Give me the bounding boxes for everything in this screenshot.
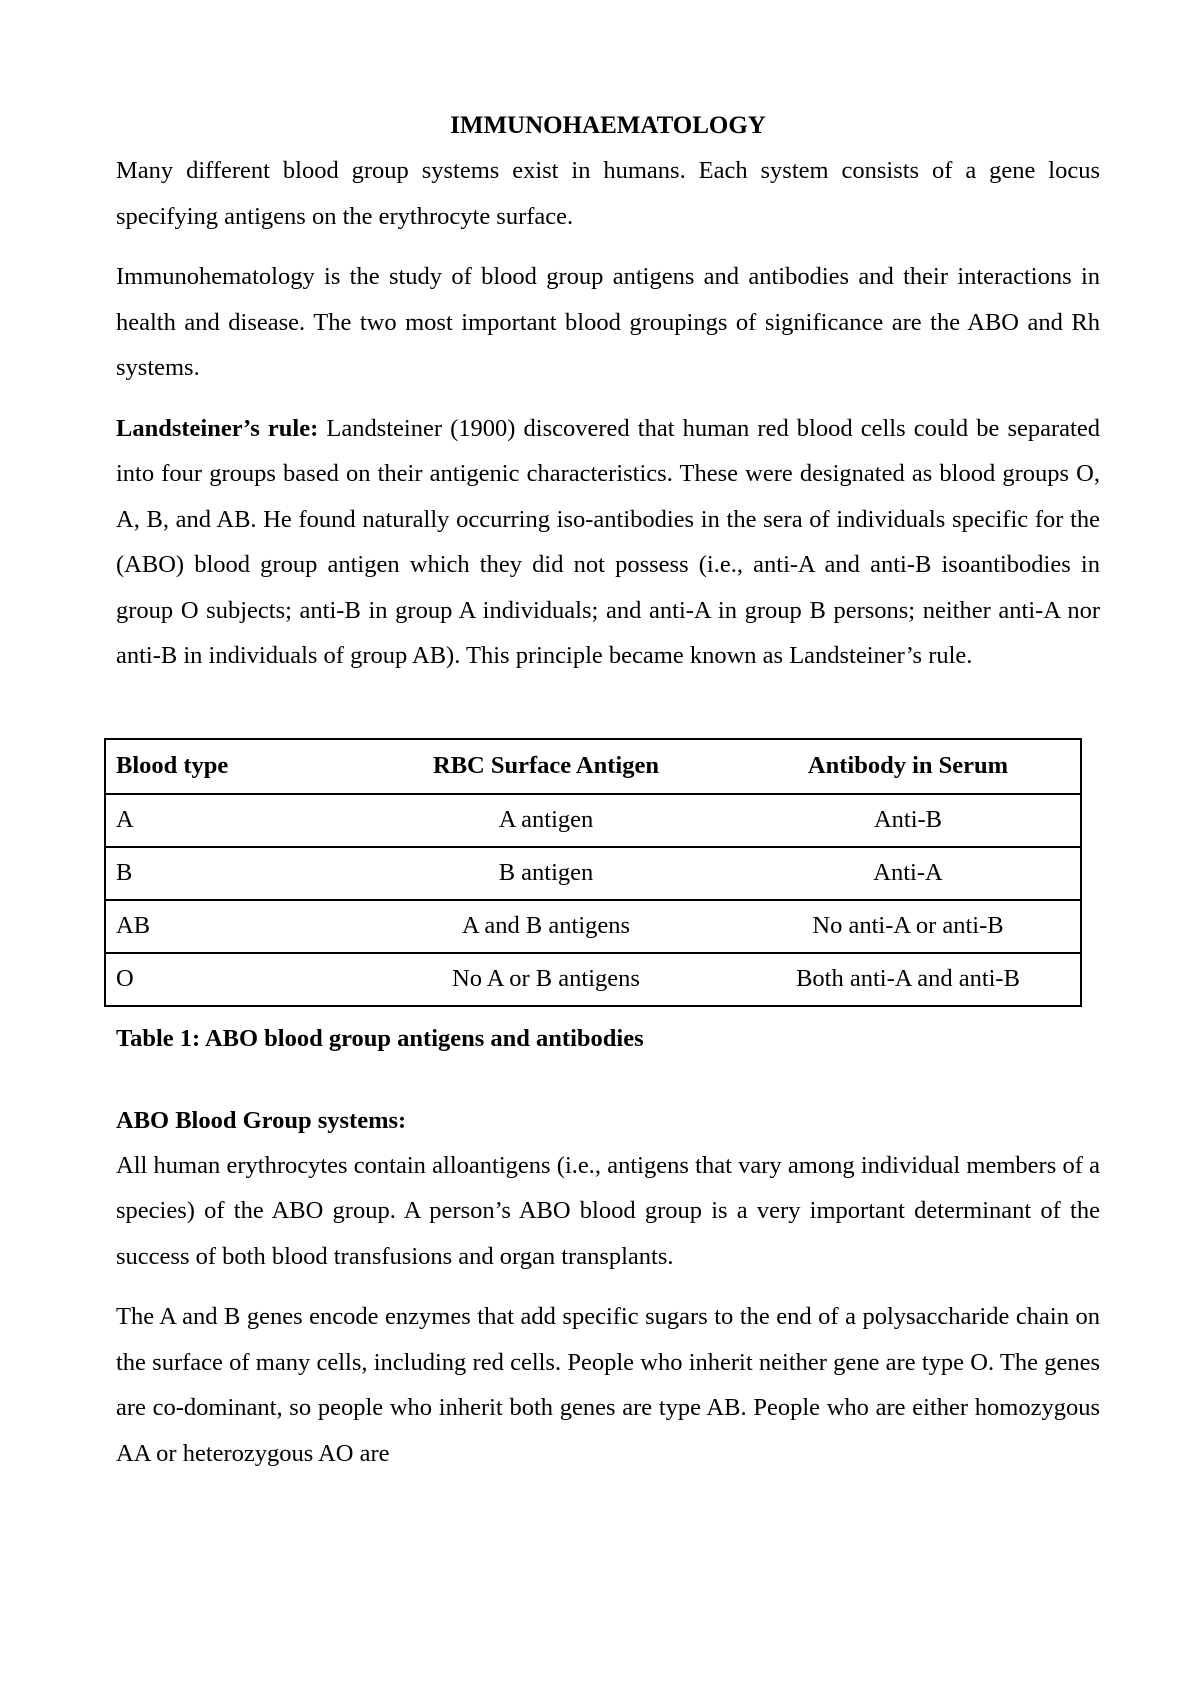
- header-blood-type: Blood type: [105, 739, 356, 794]
- cell-blood-type: A: [105, 794, 356, 847]
- abo-paragraph-2: The A and B genes encode enzymes that add specific sugars to the end of a polysaccharide chain on the surface of many cells, including red cells. People who inherit neither gene are type O. The genes are co-dominant, so people who inherit both genes are type AB. People who are either homozygous AA or heterozygous AO are: [116, 1303, 1100, 1467]
- cell-antigen: B antigen: [356, 847, 736, 900]
- table-row: [105, 847, 1081, 900]
- definition-paragraph: Immunohematology is the study of blood group antigens and antibodies and their interactions in health and disease. The two most important blood groupings of significance are the ABO and Rh systems.: [116, 263, 1100, 381]
- table-row: [105, 794, 1081, 847]
- cell-blood-type: O: [105, 953, 356, 1006]
- table-row: [105, 900, 1081, 953]
- abo-paragraph-1: All human erythrocytes contain alloantigens (i.e., antigens that vary among individual members of a species) of the ABO group. A person’s ABO blood group is a very important determinant of the success of both blood transfusions and organ transplants.: [116, 1151, 1100, 1270]
- table-header-row: [105, 739, 1081, 794]
- document-page: [116, 108, 1100, 1491]
- cell-antibody: Anti-B: [736, 794, 1081, 847]
- abo-section-heading: ABO Blood Group systems:: [116, 1106, 407, 1134]
- cell-blood-type: AB: [105, 900, 356, 953]
- landsteiner-label: Landsteiner’s rule:: [116, 414, 319, 442]
- landsteiner-text: Landsteiner (1900) discovered that human red blood cells could be separated into four groups based on their antigenic characteristics. These were designated as blood groups O, A, B, and AB. He found naturally occurring iso-antibodies in the sera of individuals specific for the (ABO) blood group antigen which they did not possess (i.e., anti-A and anti-B isoantibodies in group O subjects; anti-B in group A individuals; and anti-A in group B persons; neither anti-A nor anti-B in individuals of group AB). This principle became known as Landsteiner’s rule.: [116, 414, 1100, 669]
- cell-antibody: Both anti-A and anti-B: [736, 953, 1081, 1006]
- cell-antibody: Anti-A: [736, 847, 1081, 900]
- cell-blood-type: B: [105, 847, 356, 900]
- intro-paragraph: Many different blood group systems exist in humans. Each system consists of a gene locus specifying antigens on the erythrocyte surface.: [116, 157, 1100, 230]
- table-row: [105, 953, 1081, 1006]
- header-serum-antibody: Antibody in Serum: [736, 739, 1081, 794]
- cell-antibody: No anti-A or anti-B: [736, 900, 1081, 953]
- table-caption: Table 1: ABO blood group antigens and antibodies: [116, 1024, 644, 1052]
- cell-antigen: A and B antigens: [356, 900, 736, 953]
- cell-antigen: A antigen: [356, 794, 736, 847]
- landsteiner-paragraph: [116, 406, 1100, 679]
- page-title: IMMUNOHAEMATOLOGY: [450, 112, 766, 139]
- header-rbc-antigen: RBC Surface Antigen: [356, 739, 736, 794]
- cell-antigen: No A or B antigens: [356, 953, 736, 1006]
- abo-table: [104, 738, 1082, 1007]
